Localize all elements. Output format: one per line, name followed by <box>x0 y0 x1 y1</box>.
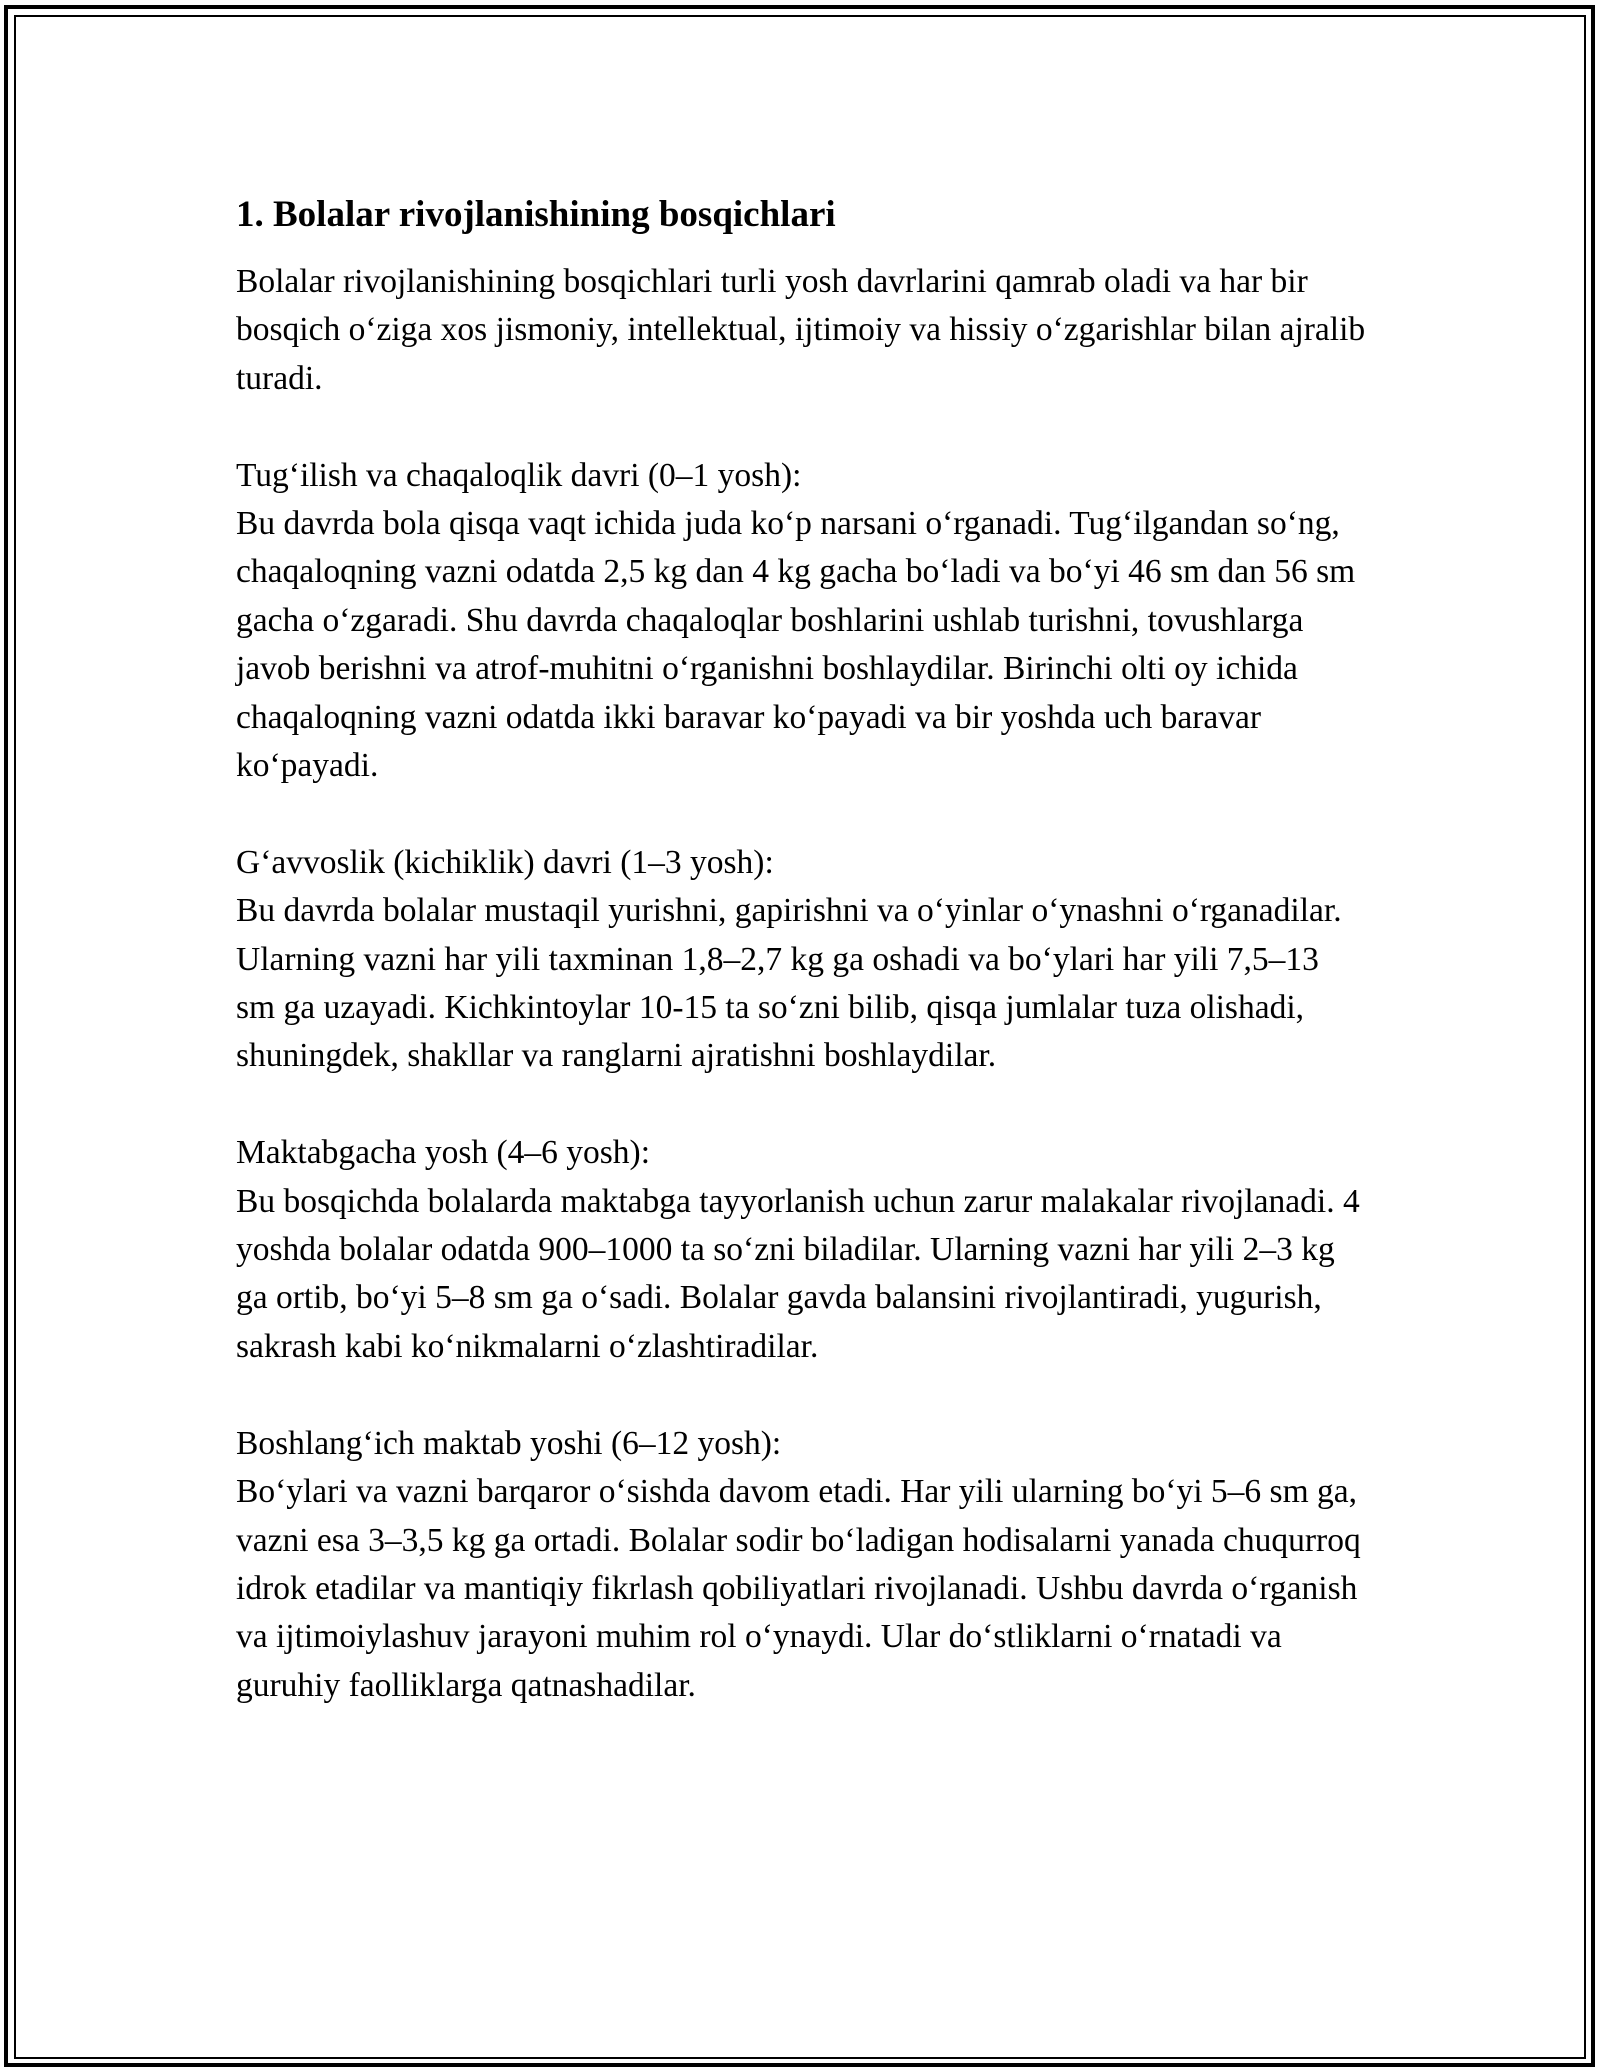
stage-preschool <box>236 1129 1366 1371</box>
intro-paragraph: Bolalar rivojlanishining bosqichlari turli yosh davrlarini qamrab oladi va har bir bosqich o‘ziga xos jismoniy, intellektual, ijtimoiy va hissiy o‘zgarishlar bilan ajralib turadi. <box>236 263 1366 397</box>
stage-toddler <box>236 839 1366 1081</box>
document-body <box>236 186 1366 1759</box>
stage-title: Maktabgacha yosh (4–6 yosh): <box>236 1134 651 1172</box>
stage-title: G‘avvoslik (kichiklik) davri (1–3 yosh): <box>236 843 774 881</box>
stage-title: Tug‘ilish va chaqaloqlik davri (0–1 yosh): <box>236 456 802 494</box>
stage-description: Bu davrda bolalar mustaqil yurishni, gapirishni va o‘yinlar o‘ynashni o‘rganadilar. Ularning vazni har yili taxminan 1,8–2,7 kg ga oshadi va bo‘ylari har yili 7,5–13 sm ga uzayadi. Kichkintoylar 10-15 ta so‘zni bilib, qisqa jumlalar tuza olishadi, shuningdek, shakllar va ranglarni ajratishni boshlaydilar. <box>236 892 1342 1075</box>
stage-description: Bo‘ylari va vazni barqaror o‘sishda davom etadi. Har yili ularning bo‘yi 5–6 sm ga, vazni esa 3–3,5 kg ga ortadi. Bolalar sodir bo‘ladigan hodisalarni yanada chuqurroq idrok etadilar va mantiqiy fikrlash qobiliyatlari rivojlanadi. Ushbu davrda o‘rganish va ijtimoiylashuv jarayoni muhim rol o‘ynaydi. Ular do‘stliklarni o‘rnatadi va guruhiy faolliklarga qatnashadilar. <box>236 1473 1361 1704</box>
stage-description: Bu bosqichda bolalarda maktabga tayyorlanish uchun zarur malakalar rivojlanadi. 4 yoshda bolalar odatda 900–1000 ta so‘zni biladilar. Ularning vazni har yili 2–3 kg ga ortib, bo‘yi 5–8 sm ga o‘sadi. Bolalar gavda balansini rivojlantiradi, yugurish, sakrash kabi ko‘nikmalarni o‘zlashtiradilar. <box>236 1182 1360 1365</box>
stage-description: Bu davrda bola qisqa vaqt ichida juda ko‘p narsani o‘rganadi. Tug‘ilgandan so‘ng, chaqaloqning vazni odatda 2,5 kg dan 4 kg gacha bo‘ladi va bo‘yi 46 sm dan 56 sm gacha o‘zgaradi. Shu davrda chaqaloqlar boshlarini ushlab turishni, tovushlarga javob berishni va atrof-muhitni o‘rganishni boshlaydilar. Birinchi olti oy ichida chaqaloqning vazni odatda ikki baravar ko‘payadi va bir yoshda uch baravar ko‘payadi. <box>236 505 1356 785</box>
section-heading: 1. Bolalar rivojlanishining bosqichlari <box>236 194 836 235</box>
stage-primary-school <box>236 1420 1366 1710</box>
stage-title: Boshlang‘ich maktab yoshi (6–12 yosh): <box>236 1424 782 1462</box>
stage-infancy <box>236 452 1366 791</box>
